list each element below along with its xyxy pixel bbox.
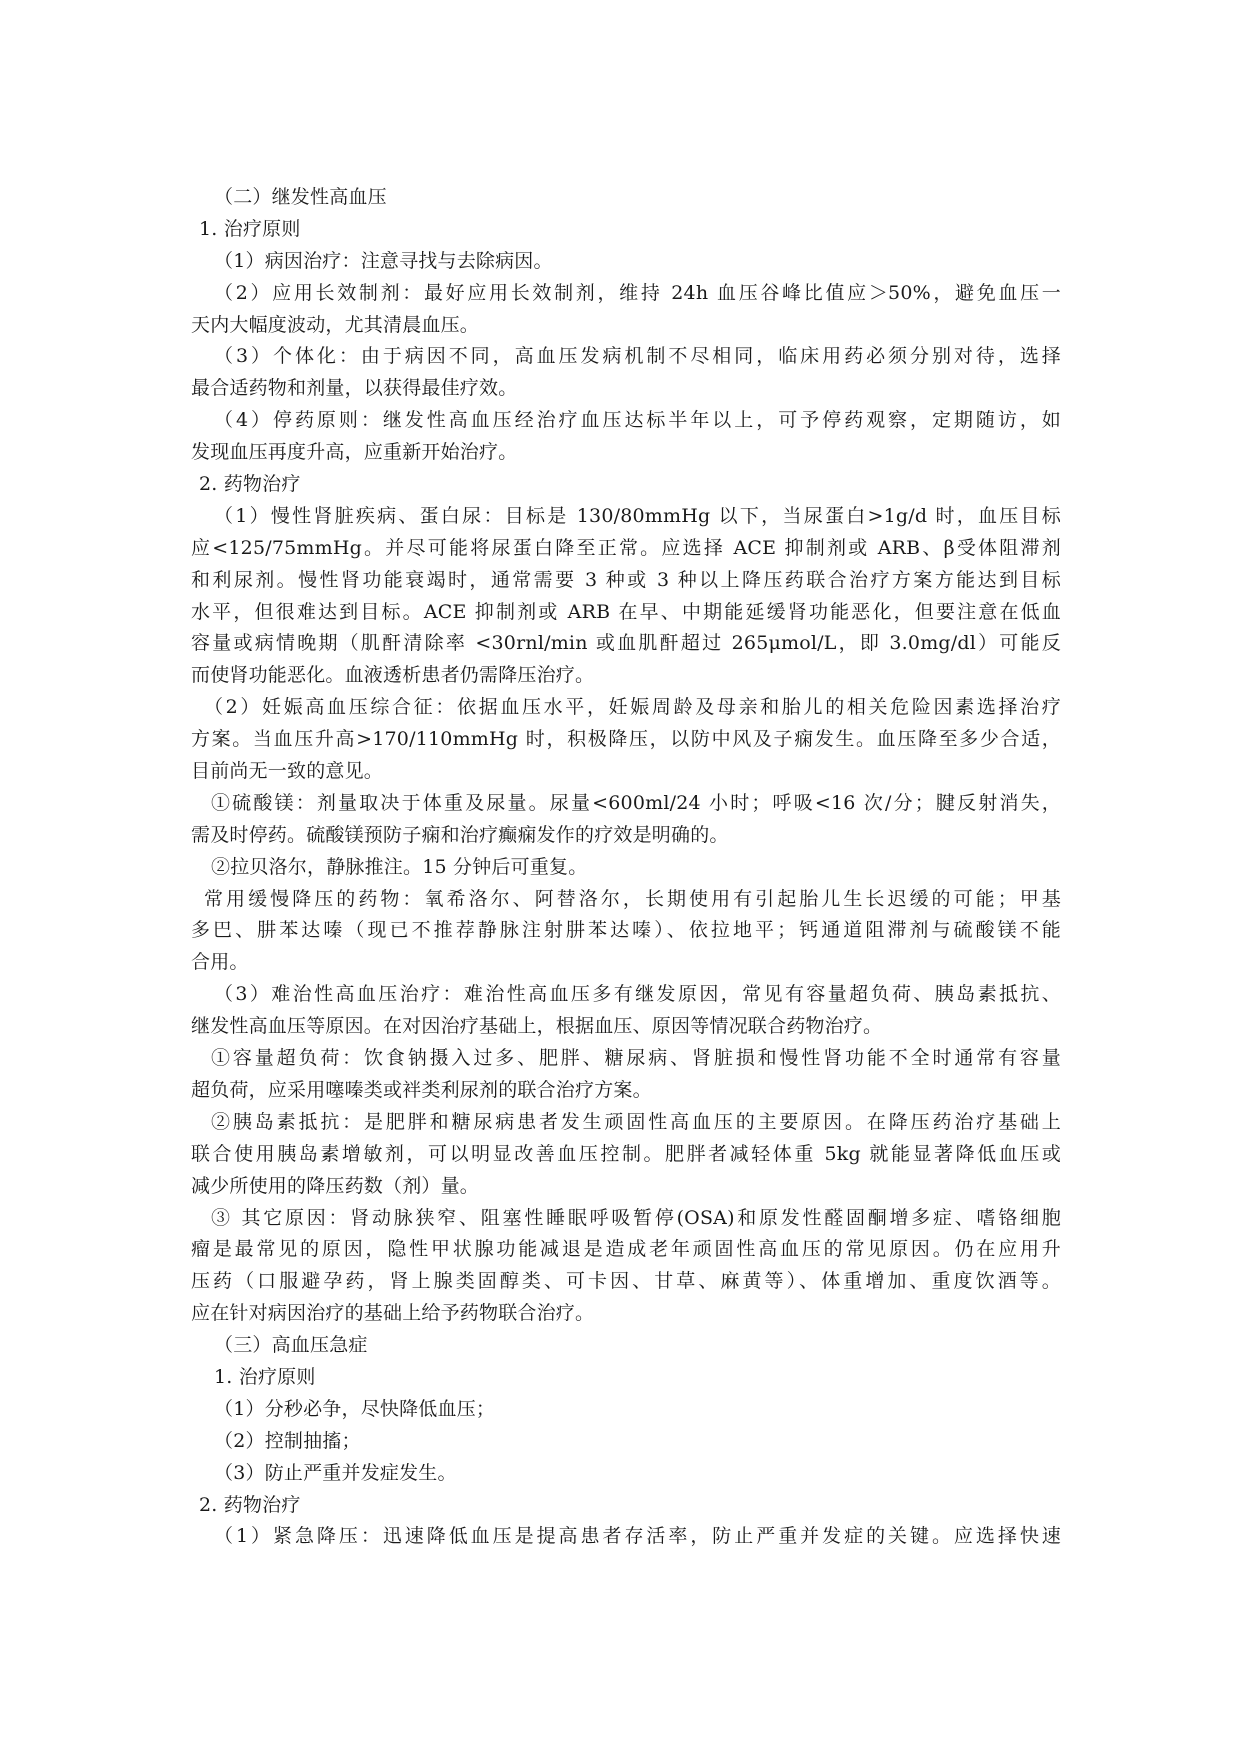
text-line: ①容量超负荷：饮食钠摄入过多、肥胖、糖尿病、肾脏损和慢性肾功能不全时通常有容量	[211, 1047, 1061, 1070]
text-line: 容量或病情晚期（肌酐清除率 <30rnl/min 或血肌酐超过 265μmol/L，即 3.0mg/dl）可能反	[191, 632, 1061, 655]
text-line: 1. 治疗原则	[214, 1365, 316, 1388]
text-line: 天内大幅度波动，尤其清晨血压。	[191, 313, 480, 336]
text-line: 合用。	[191, 951, 249, 974]
text-line: （2）控制抽搐；	[214, 1429, 361, 1452]
text-line: 而使肾功能恶化。血液透析患者仍需降压治疗。	[191, 664, 595, 687]
text-line: 瘤是最常见的原因，隐性甲状腺功能减退是造成老年顽固性高血压的常见原因。仍在应用升	[191, 1238, 1061, 1261]
text-line: 2. 药物治疗	[199, 473, 301, 496]
text-line: 方案。当血压升高>170/110mmHg 时，积极降压，以防中风及子痫发生。血压降至多少合适，	[191, 728, 1061, 751]
text-line: ②拉贝洛尔，静脉推注。15 分钟后可重复。	[211, 855, 588, 878]
text-line: （2）妊娠高血压综合征：依据血压水平，妊娠周龄及母亲和胎儿的相关危险因素选择治疗	[204, 696, 1061, 719]
text-line: 多巴、肼苯达嗪（现已不推荐静脉注射肼苯达嗪）、依拉地平；钙通道阻滞剂与硫酸镁不能	[191, 919, 1061, 942]
text-line: 目前尚无一致的意见。	[191, 760, 384, 783]
document-body	[191, 182, 1061, 1553]
text-line: 2. 药物治疗	[199, 1493, 301, 1516]
text-line: （2）应用长效制剂：最好应用长效制剂，维持 24h 血压谷峰比值应＞50%，避免血压一	[214, 281, 1061, 304]
text-line: 最合适药物和剂量，以获得最佳疗效。	[191, 377, 518, 400]
text-line: 减少所使用的降压药数（剂）量。	[191, 1174, 480, 1197]
text-line: ①硫酸镁：剂量取决于体重及尿量。尿量<600ml/24 小时；呼吸<16 次/分；腱反射消失，	[211, 791, 1061, 814]
text-line: 超负荷，应采用噻嗪类或袢类利尿剂的联合治疗方案。	[191, 1078, 652, 1101]
text-line: 继发性高血压等原因。在对因治疗基础上，根据血压、原因等情况联合药物治疗。	[191, 1015, 883, 1038]
text-line: ②胰岛素抵抗：是肥胖和糖尿病患者发生顽固性高血压的主要原因。在降压药治疗基础上	[211, 1110, 1061, 1133]
text-line: 和利尿剂。慢性肾功能衰竭时，通常需要 3 种或 3 种以上降压药联合治疗方案方能达到目标	[191, 568, 1061, 591]
text-line: （三）高血压急症	[214, 1334, 368, 1357]
text-line: 需及时停药。硫酸镁预防子痫和治疗癫痫发作的疗效是明确的。	[191, 823, 729, 846]
text-line: （3）个体化：由于病因不同，高血压发病机制不尽相同，临床用药必须分别对待，选择	[214, 345, 1061, 368]
text-line: 水平，但很难达到目标。ACE 抑制剂或 ARB 在早、中期能延缓肾功能恶化，但要注意在低血	[191, 600, 1061, 623]
text-line: 压药（口服避孕药，肾上腺类固醇类、可卡因、甘草、麻黄等）、体重增加、重度饮酒等。	[191, 1270, 1061, 1293]
text-line: 应在针对病因治疗的基础上给予药物联合治疗。	[191, 1302, 595, 1325]
text-line: （3）防止严重并发症发生。	[214, 1461, 457, 1484]
text-line: （1）紧急降压：迅速降低血压是提高患者存活率，防止严重并发症的关键。应选择快速	[214, 1525, 1061, 1548]
text-line: 1. 治疗原则	[199, 217, 301, 240]
text-line: （3）难治性高血压治疗：难治性高血压多有继发原因，常见有容量超负荷、胰岛素抵抗、	[214, 983, 1061, 1006]
text-line: 常用缓慢降压的药物：氧希洛尔、阿替洛尔，长期使用有引起胎儿生长迟缓的可能；甲基	[204, 887, 1061, 910]
text-line: 联合使用胰岛素增敏剂，可以明显改善血压控制。肥胖者减轻体重 5kg 就能显著降低血压或	[191, 1142, 1061, 1165]
text-line: ③ 其它原因：肾动脉狭窄、阻塞性睡眠呼吸暂停(OSA)和原发性醛固酮增多症、嗜铬细胞	[211, 1206, 1061, 1229]
text-line: （4）停药原则：继发性高血压经治疗血压达标半年以上，可予停药观察，定期随访，如	[214, 409, 1061, 432]
text-line: （1）慢性肾脏疾病、蛋白尿：目标是 130/80mmHg 以下，当尿蛋白>1g/d 时，血压目标	[214, 504, 1061, 527]
text-line: 应<125/75mmHg。并尽可能将尿蛋白降至正常。应选择 ACE 抑制剂或 ARB、β受体阻滞剂	[191, 536, 1061, 559]
text-line: （1）分秒必争，尽快降低血压；	[214, 1397, 496, 1420]
text-line: （二）继发性高血压	[214, 186, 387, 208]
text-line: 发现血压再度升高，应重新开始治疗。	[191, 441, 518, 464]
text-line: （1）病因治疗：注意寻找与去除病因。	[214, 249, 553, 272]
